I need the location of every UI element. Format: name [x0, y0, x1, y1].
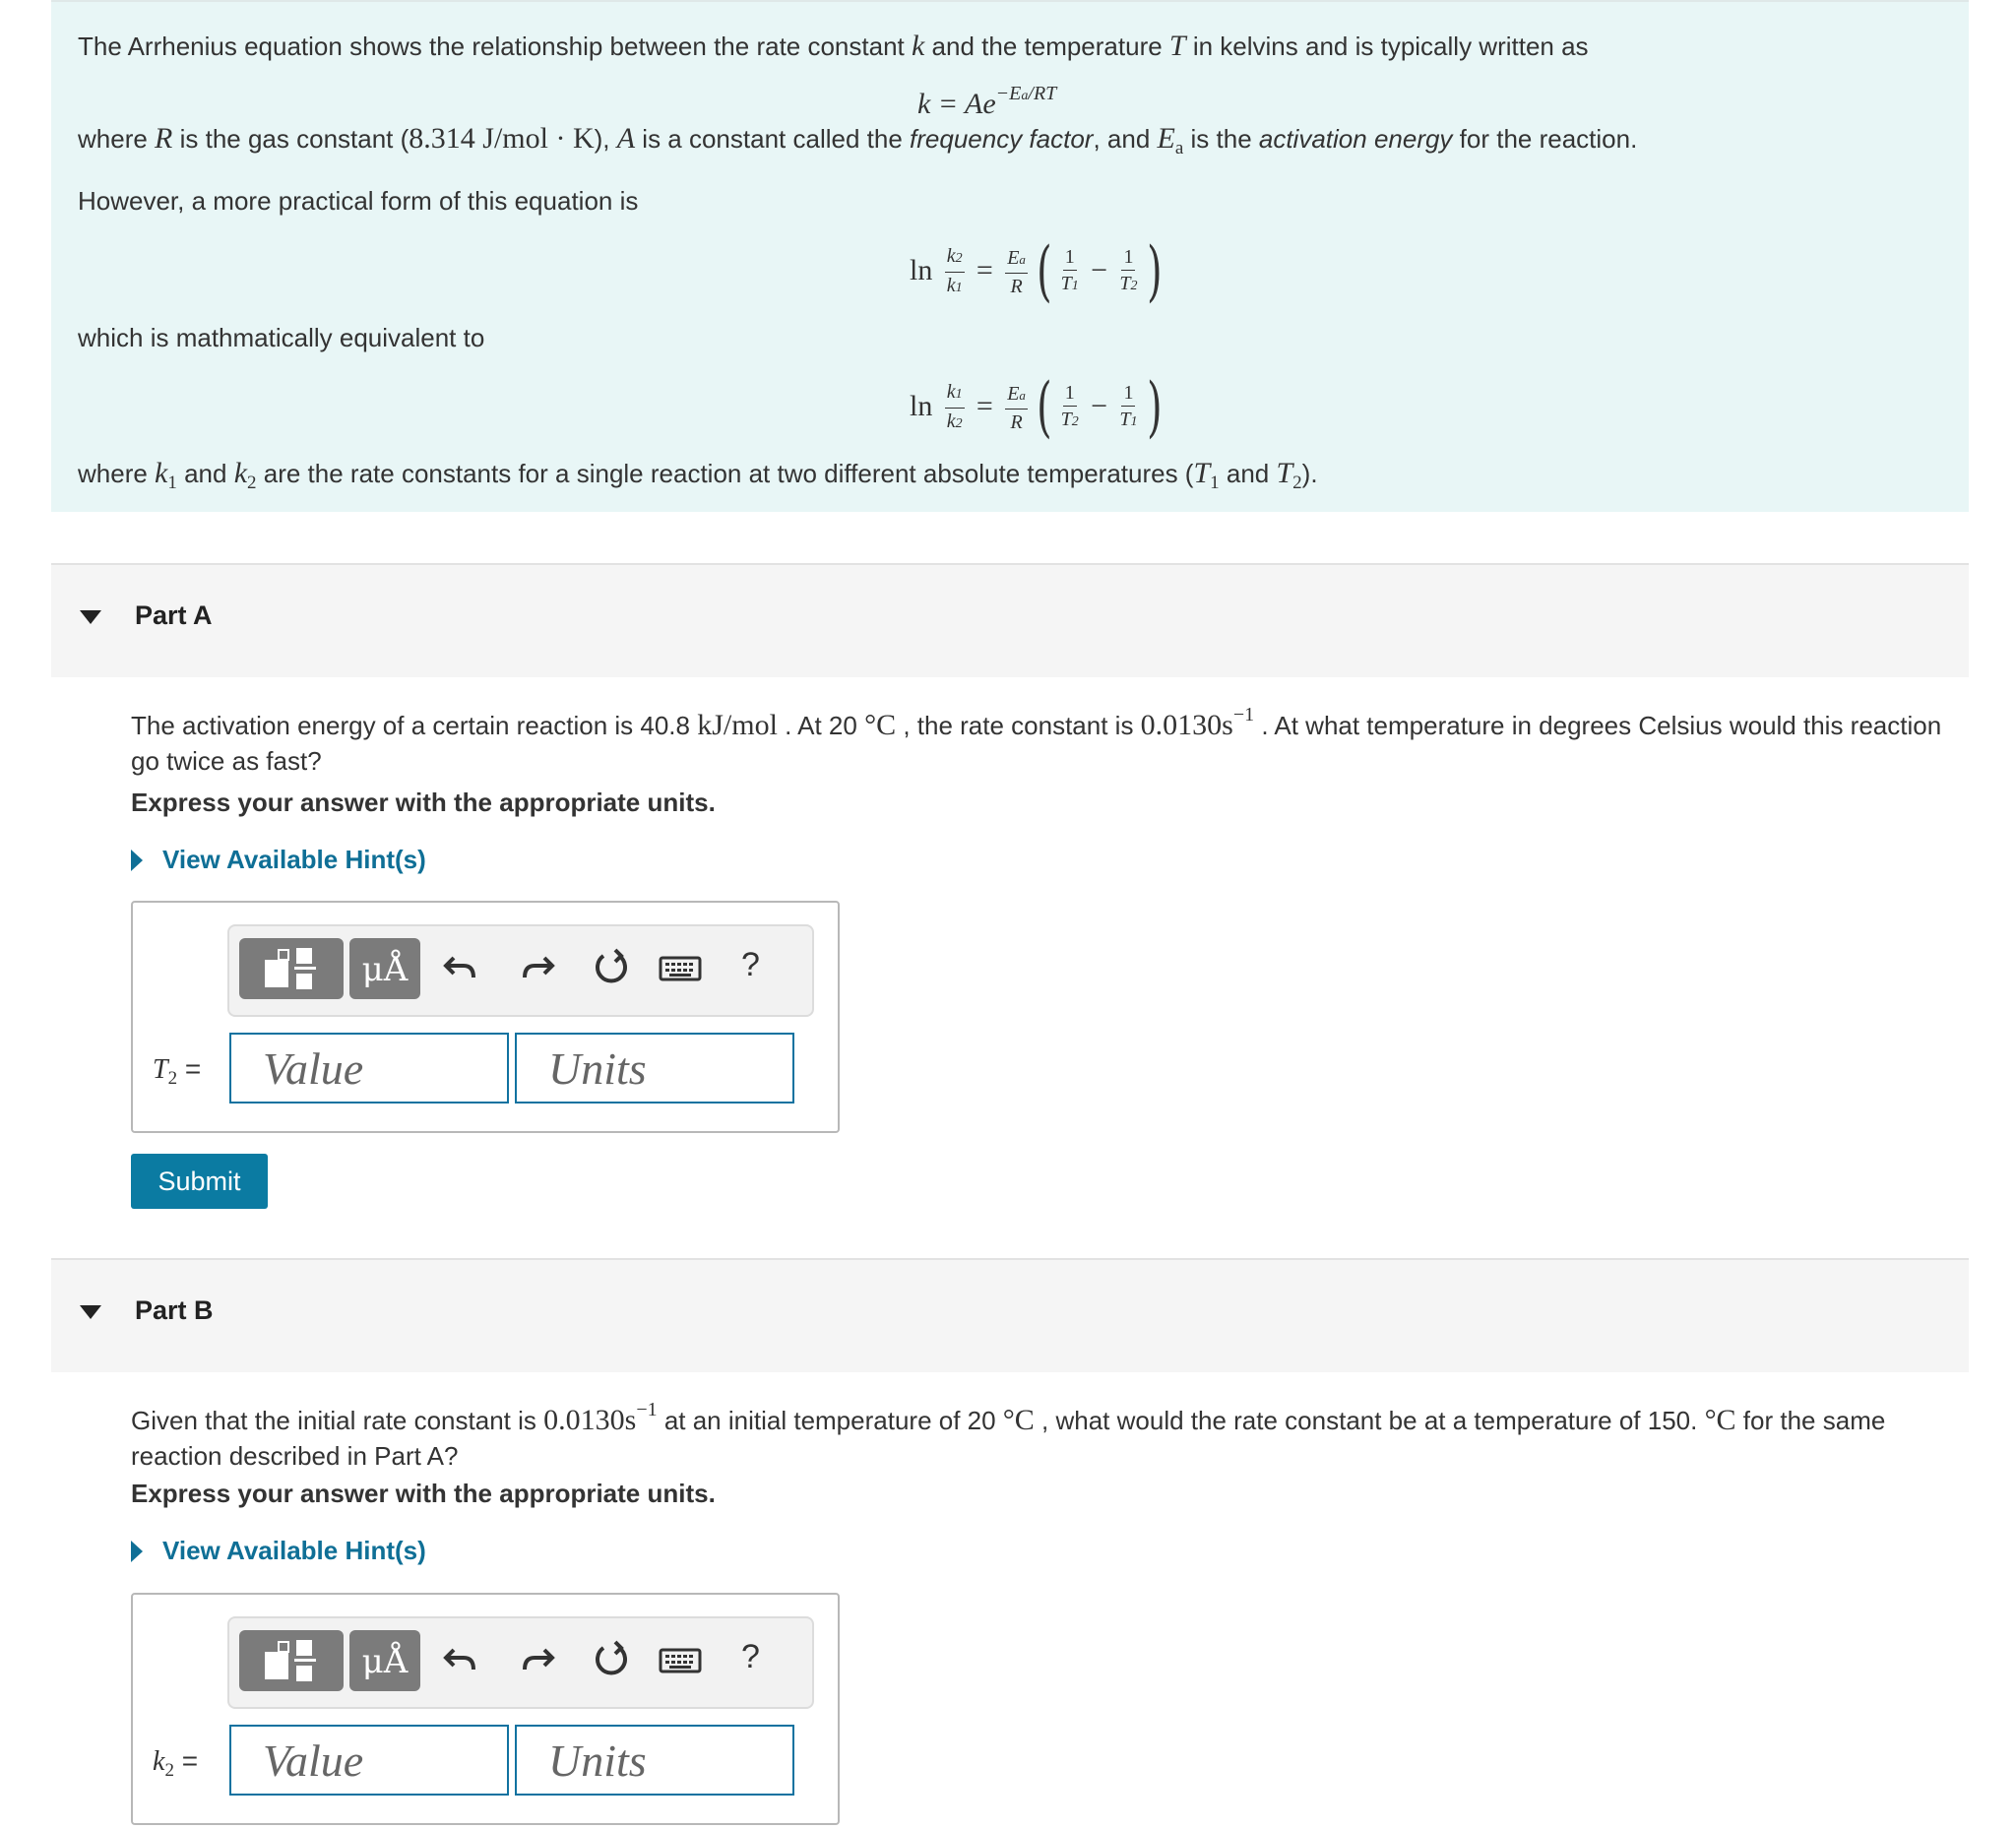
collapse-triangle-icon[interactable]	[80, 610, 101, 624]
templates-icon	[239, 1630, 344, 1691]
math-toolbar	[227, 924, 814, 1017]
value-input[interactable]	[229, 1033, 509, 1104]
practical-equation: ln $\frac{k2}{k1}$ = $\frac{Ea}{R}$ ( $\frac{1}{T1}$ − $\frac{1}{T2}$ )	[910, 233, 1163, 309]
part-a-instruction: Express your answer with the appropriate units.	[131, 788, 716, 817]
help-icon[interactable]: ?	[741, 1638, 760, 1675]
part-b-header[interactable]	[51, 1258, 1969, 1372]
value-input[interactable]	[229, 1725, 509, 1796]
undo-icon[interactable]	[440, 1638, 483, 1681]
math-toolbar	[227, 1616, 814, 1709]
part-b-instruction: Express your answer with the appropriate units.	[131, 1479, 716, 1508]
intro-line-5: where $k_1$ and $k_2$ are the rate constants for a single reaction at two different absolute temperatures ($T_1$ and $T_2$).	[78, 457, 1318, 493]
reset-icon[interactable]	[590, 946, 633, 989]
templates-icon	[239, 938, 344, 999]
intro-panel	[51, 0, 1969, 512]
submit-button[interactable]: Submit	[131, 1154, 268, 1209]
part-b-question: Given that the initial rate constant is $0.0130s^{-1}$ at an initial temperature of 20 °C , what would the rate constant be at a temperature of 150. °C for the same reaction described in Part A?	[131, 1399, 1886, 1471]
expand-triangle-icon	[131, 1541, 143, 1562]
keyboard-icon[interactable]	[657, 946, 704, 989]
units-button[interactable]: μÅ	[349, 938, 420, 999]
part-b-answer-box	[131, 1593, 840, 1825]
part-b-title: Part B	[135, 1295, 214, 1325]
answer-variable-label: $T_2$ =	[153, 1053, 202, 1089]
intro-line-2: where R is the gas constant (8.314 J/mol · K), A is a constant called the frequency factor, and $E_a$ is the activation energy for the reaction.	[78, 122, 1638, 158]
redo-icon[interactable]	[515, 946, 558, 989]
part-a-question: The activation energy of a certain reaction is 40.8 kJ/mol . At 20 °C , the rate constant is $0.0130s^{-1}$ . At what temperature in degrees Celsius would this reaction go twice as fast?	[131, 704, 1942, 776]
units-input[interactable]	[515, 1725, 794, 1796]
part-a-header[interactable]	[51, 563, 1969, 677]
part-a-title: Part A	[135, 600, 213, 630]
intro-line-4: which is mathmatically equivalent to	[78, 323, 485, 352]
intro-line-1: The Arrhenius equation shows the relationship between the rate constant k and the temperature T in kelvins and is typically written as	[78, 30, 1589, 62]
answer-variable-label: $k_2$ =	[153, 1745, 199, 1781]
units-input[interactable]	[515, 1033, 794, 1104]
templates-button[interactable]	[239, 938, 344, 999]
collapse-triangle-icon[interactable]	[80, 1305, 101, 1319]
help-icon[interactable]: ?	[741, 946, 760, 983]
redo-icon[interactable]	[515, 1638, 558, 1681]
intro-line-3: However, a more practical form of this equation is	[78, 186, 639, 216]
expand-triangle-icon	[131, 850, 143, 871]
keyboard-icon[interactable]	[657, 1638, 704, 1681]
templates-button[interactable]	[239, 1630, 344, 1691]
equivalent-equation: ln $\frac{k1}{k2}$ = $\frac{Ea}{R}$ ( $\frac{1}{T2}$ − $\frac{1}{T1}$ )	[910, 369, 1163, 445]
part-a-answer-box	[131, 901, 840, 1133]
undo-icon[interactable]	[440, 946, 483, 989]
reset-icon[interactable]	[590, 1638, 633, 1681]
part-b-hint-link[interactable]: View Available Hint(s)	[131, 1536, 426, 1566]
units-button[interactable]: μÅ	[349, 1630, 420, 1691]
arrhenius-equation: $k = Ae^{-Ea/RT}$	[917, 83, 1057, 120]
part-a-hint-link[interactable]: View Available Hint(s)	[131, 845, 426, 875]
